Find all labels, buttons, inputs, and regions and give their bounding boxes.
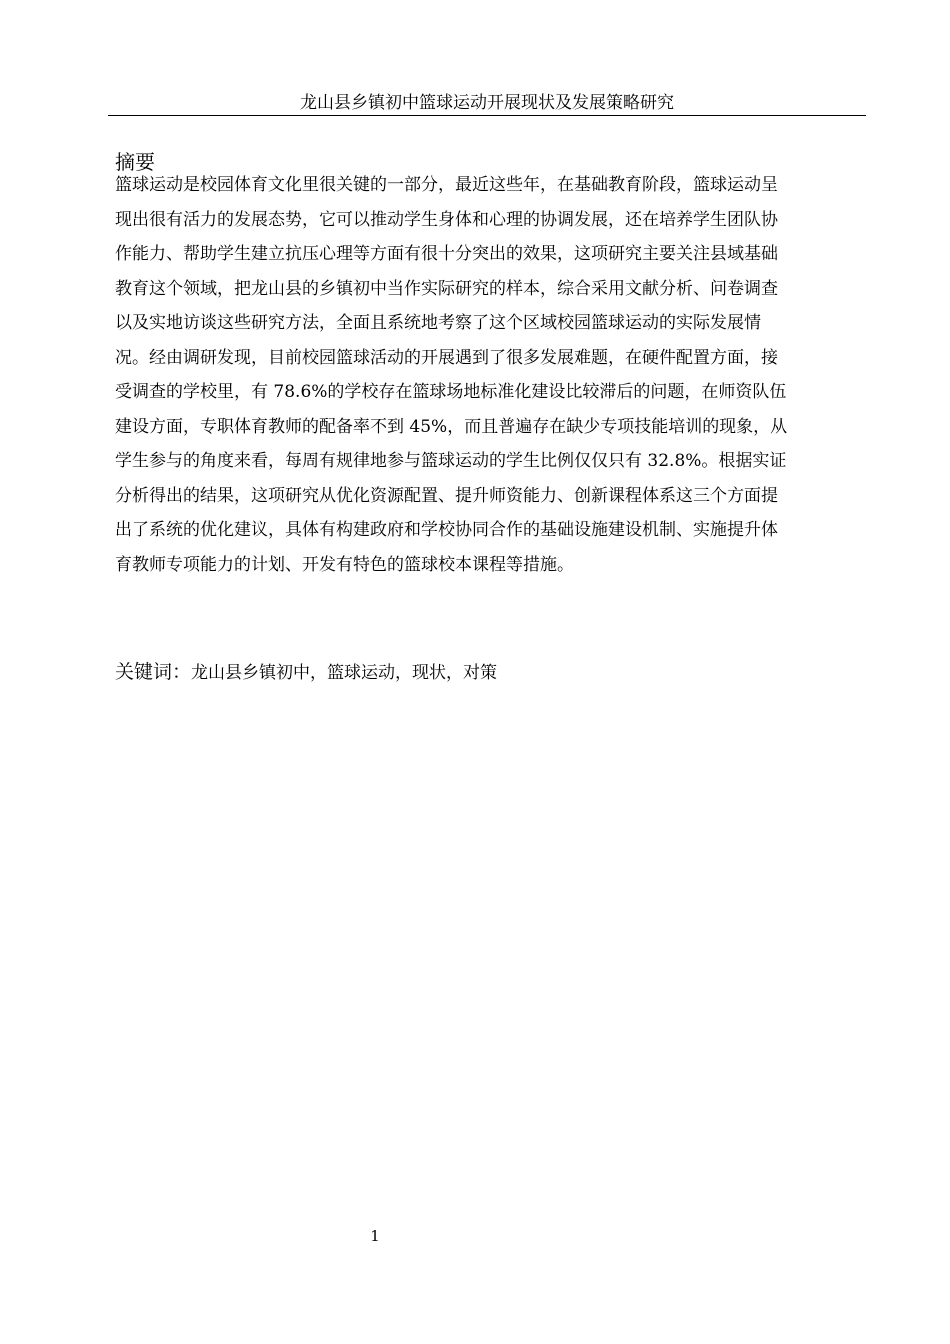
abstract-line: 学生参与的角度来看，每周有规律地参与篮球运动的学生比例仅仅只有 32.8%。根据实证 bbox=[115, 451, 787, 471]
abstract-line: 现出很有活力的发展态势，它可以推动学生身体和心理的协调发展，还在培养学生团队协 bbox=[115, 209, 778, 230]
abstract-line: 以及实地访谈这些研究方法，全面且系统地考察了这个区域校园篮球运动的实际发展情 bbox=[115, 313, 761, 333]
abstract-line: 育教师专项能力的计划、开发有特色的篮球校本课程等措施。 bbox=[115, 554, 574, 575]
abstract-line: 篮球运动是校园体育文化里很关键的一部分，最近这些年，在基础教育阶段，篮球运动呈 bbox=[115, 175, 778, 195]
abstract-line: 出了系统的优化建议，具体有构建政府和学校协同合作的基础设施建设机制、实施提升体 bbox=[115, 520, 778, 540]
abstract-line: 分析得出的结果，这项研究从优化资源配置、提升师资能力、创新课程体系这三个方面提 bbox=[115, 485, 778, 506]
header-rule bbox=[108, 115, 866, 116]
abstract-line: 受调查的学校里，有 78.6%的学校存在篮球场地标准化建设比较滞后的问题，在师资队伍 bbox=[115, 382, 787, 402]
abstract-line: 作能力、帮助学生建立抗压心理等方面有很十分突出的效果，这项研究主要关注县域基础 bbox=[115, 244, 778, 264]
keywords-label: 关键词： bbox=[115, 661, 192, 683]
abstract-heading: 摘要 bbox=[115, 150, 155, 174]
keywords bbox=[115, 657, 497, 688]
page-number: 1 bbox=[370, 1227, 380, 1245]
abstract-line: 教育这个领域，把龙山县的乡镇初中当作实际研究的样本，综合采用文献分析、问卷调查 bbox=[115, 278, 778, 299]
abstract-line: 建设方面，专职体育教师的配备率不到 45%，而且普遍存在缺少专项技能培训的现象，从 bbox=[115, 416, 788, 437]
keywords-text: 龙山县乡镇初中，篮球运动，现状，对策 bbox=[191, 663, 498, 683]
abstract-body bbox=[115, 168, 860, 582]
running-header-title: 龙山县乡镇初中篮球运动开展现状及发展策略研究 bbox=[300, 93, 674, 113]
abstract-line: 况。经由调研发现，目前校园篮球活动的开展遇到了很多发展难题，在硬件配置方面，接 bbox=[115, 347, 778, 368]
